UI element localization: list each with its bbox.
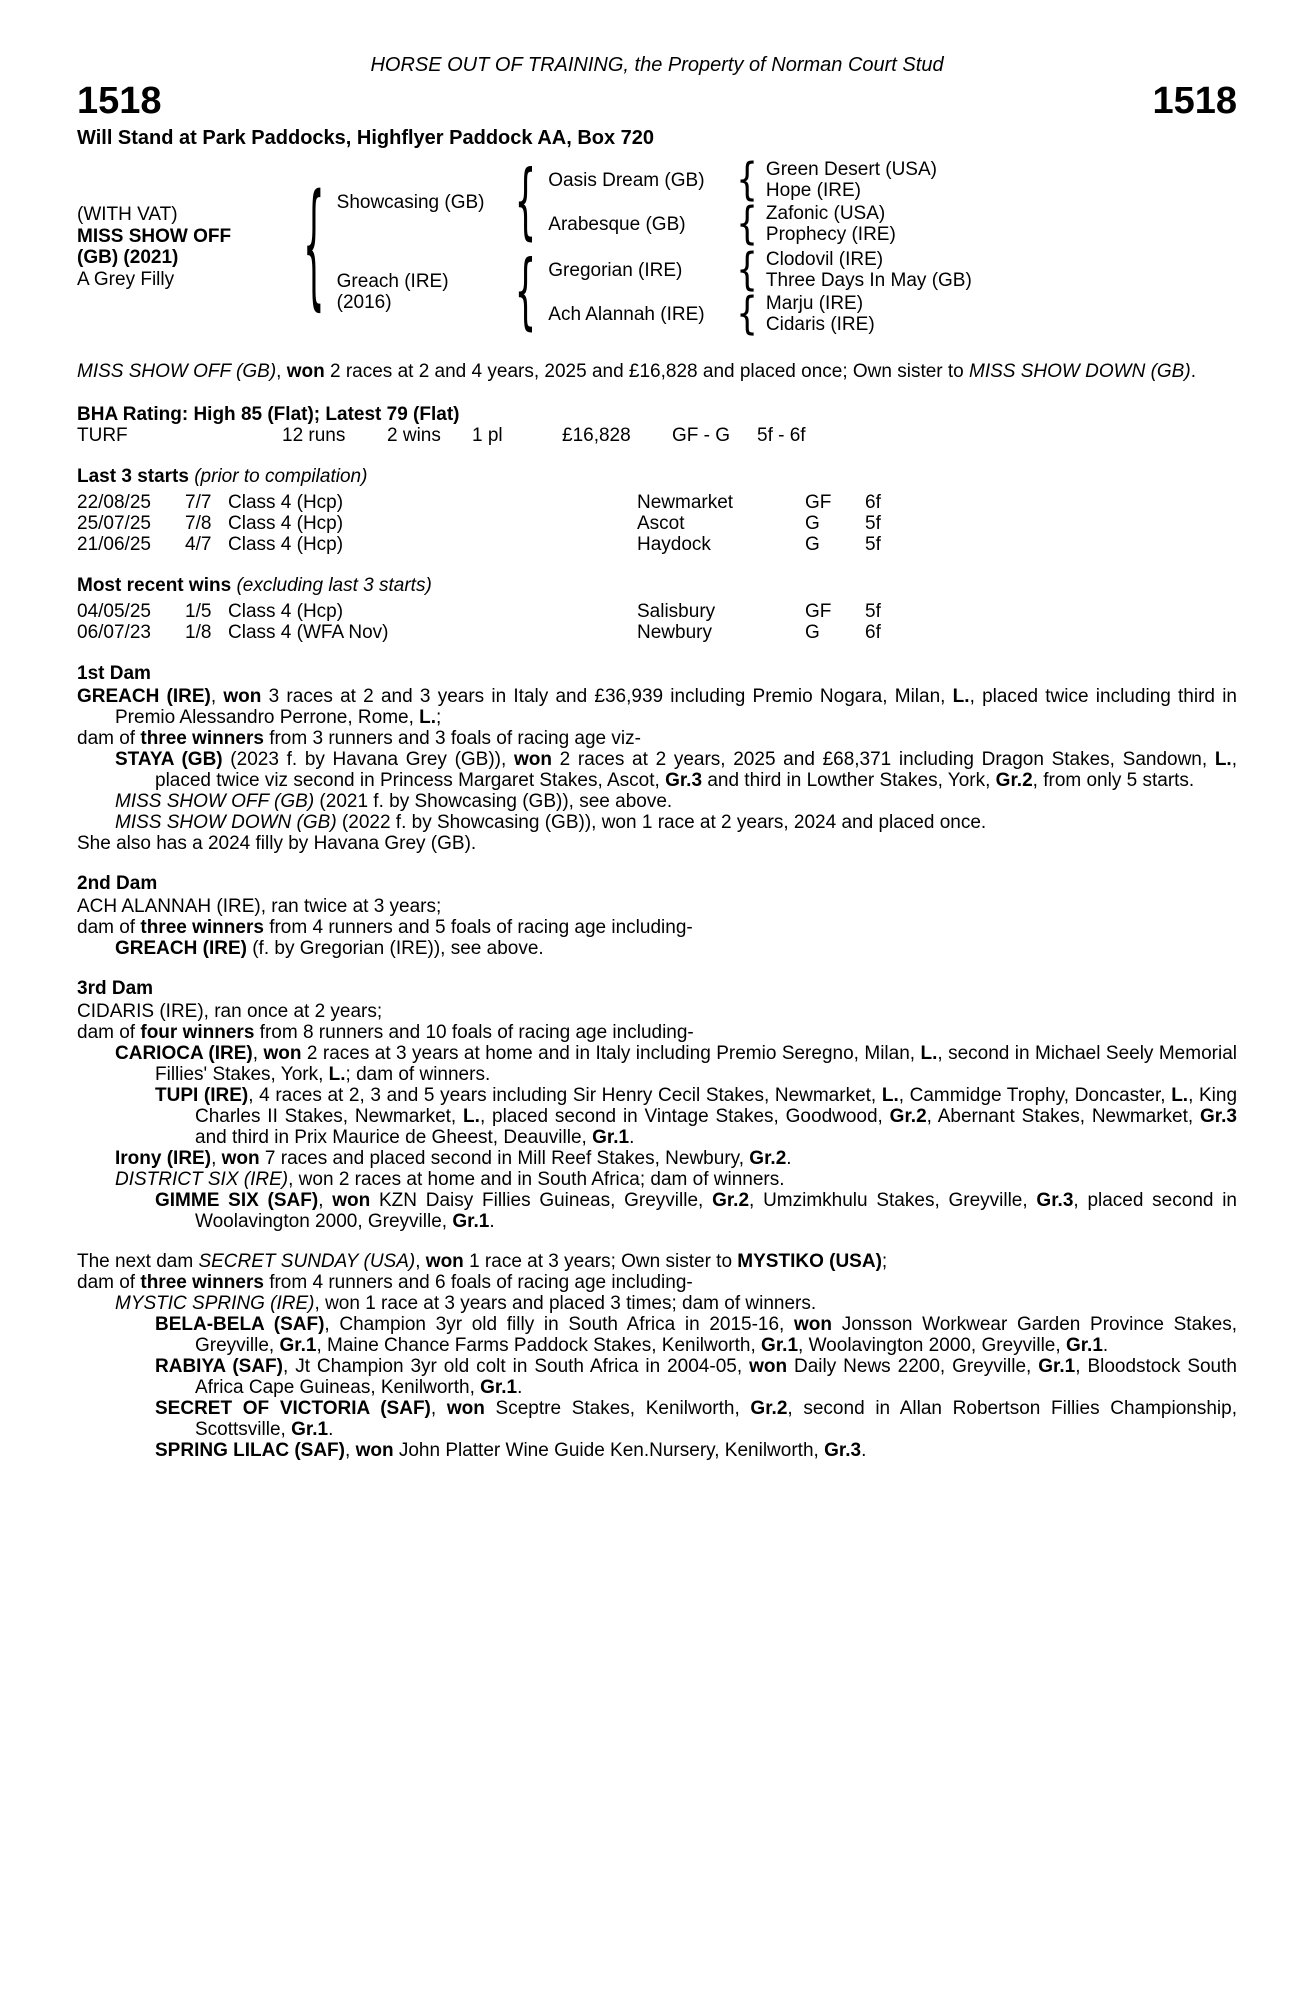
race-going: G [805,513,820,534]
pedigree-paragraph: STAYA (GB) (2023 f. by Havana Grey (GB)), won 2 races at 2 years, 2025 and £68,371 including Dragon Stakes, Sandown, L., placed twice viz second in Princess Margaret Stakes, Ascot, Gr.3 and third in Lowther Stakes, York, Gr.2, from only 5 starts. [115,749,1237,791]
outer-brace: { [303,167,325,327]
grandsire-name: Oasis Dream (GB) [548,169,705,191]
pedigree-paragraph: BELA-BELA (SAF), Champion 3yr old filly in South Africa in 2015-16, won Jonsson Workwear Garden Province Stakes, Greyville, Gr.1, Maine Chance Farms Paddock Stakes, Kenilworth, Gr.1, Woolavington 2000, Greyville, Gr.1. [155,1314,1237,1356]
pedigree-paragraph: GREACH (IRE) (f. by Gregorian (IRE)), see above. [115,938,544,959]
pedigree-paragraph: DISTRICT SIX (IRE), won 2 races at home and in South Africa; dam of winners. [115,1169,785,1190]
surface-label: TURF [77,425,128,446]
great-granddam-name: Cidaris (IRE) [765,314,875,335]
small-brace: { [736,154,758,206]
dam-sections [77,663,1237,1461]
race-distance: 5f [865,513,881,534]
rating-block [77,404,1237,446]
race-row [77,513,1237,534]
places-count: 1 pl [472,425,503,446]
last-3-starts-block [77,466,1237,555]
pedigree-paragraph: She also has a 2024 filly by Havana Grey (GB). [77,833,477,854]
section-heading: 1st Dam [77,663,151,684]
page-header-line: HORSE OUT OF TRAINING, the Property of Norman Court Stud [370,54,944,76]
race-class: Class 4 (WFA Nov) [228,622,389,643]
horse-description: A Grey Filly [77,268,175,290]
race-going: G [805,622,820,643]
pedigree-paragraph: RABIYA (SAF), Jt Champion 3yr old colt in South Africa in 2004-05, won Daily News 2200, Greyville, Gr.1, Bloodstock South Africa Cape Guineas, Kenilworth, Gr.1. [155,1356,1237,1398]
dam-brace: { [514,243,537,341]
pedigree-paragraph: GIMME SIX (SAF), won KZN Daisy Fillies Guineas, Greyville, Gr.2, Umzimkhulu Stakes, Greyville, Gr.3, placed second in Woolavington 2000, Greyville, Gr.1. [155,1190,1237,1232]
dam-section [77,1251,1237,1461]
race-course: Haydock [637,534,711,555]
block-subtitle: (prior to compilation) [194,466,368,487]
race-date: 04/05/25 [77,601,151,622]
pedigree-paragraph: MYSTIC SPRING (IRE), won 1 race at 3 years and placed 3 times; dam of winners. [115,1293,817,1314]
race-distance: 5f [865,534,881,555]
great-grandsire-name: Zafonic (USA) [765,203,886,224]
dam-section [77,663,1237,854]
great-grandsire-name: Marju (IRE) [765,293,864,314]
small-brace: { [736,244,758,296]
race-going: G [805,534,820,555]
horse-summary: MISS SHOW OFF (GB), won 2 races at 2 and 4 years, 2025 and £16,828 and placed once; Own sister to MISS SHOW DOWN (GB). [77,361,1196,382]
pedigree-paragraph: GREACH (IRE), won 3 races at 2 and 3 years in Italy and £36,939 including Premio Nogara, Milan, L., placed twice including third in Premio Alessandro Perrone, Rome, L.; [77,686,1237,728]
great-granddam-name: Three Days In May (GB) [765,270,972,291]
pedigree-paragraph: MISS SHOW DOWN (GB) (2022 f. by Showcasing (GB)), won 1 race at 2 years, 2024 and placed once. [115,812,987,833]
race-date: 22/08/25 [77,492,151,513]
small-brace: { [736,288,758,340]
race-date: 21/06/25 [77,534,151,555]
race-going: GF [805,492,832,513]
damsire-group [536,244,972,296]
pedigree-paragraph: dam of three winners from 3 runners and 3 foals of racing age viz- [77,728,641,749]
small-brace: { [736,198,758,250]
section-heading: 2nd Dam [77,873,158,894]
race-class: Class 4 (Hcp) [228,601,344,622]
race-record-summary [77,425,1237,446]
race-distance: 6f [865,622,881,643]
second-dam-name: Ach Alannah (IRE) [548,303,705,325]
race-position: 7/7 [185,492,212,513]
race-course: Ascot [637,513,685,534]
sire-brace: { [514,153,537,251]
most-recent-wins-block [77,575,1237,643]
sire-name: Showcasing (GB) [336,191,485,213]
damsire-name: Gregorian (IRE) [548,259,683,281]
horse-name: MISS SHOW OFF [77,225,232,247]
race-class: Class 4 (Hcp) [228,492,344,513]
wins-count: 2 wins [387,425,441,446]
race-row [77,622,1237,643]
great-grandsire-name: Green Desert (USA) [765,159,937,180]
race-position: 1/5 [185,601,212,622]
race-row [77,492,1237,513]
lot-number-row [77,80,1237,122]
stand-location: Will Stand at Park Paddocks, Highflyer Paddock AA, Box 720 [77,127,655,149]
block-title: Last 3 starts [77,466,189,487]
horse-suffix: (GB) (2021) [77,247,179,268]
pedigree-paragraph: CIDARIS (IRE), ran once at 2 years; [77,1001,383,1022]
distance-range: 5f - 6f [757,425,806,446]
pedigree-paragraph: dam of three winners from 4 runners and 6 foals of racing age including- [77,1272,693,1293]
lot-number-right: 1518 [1152,80,1237,122]
section-heading: 3rd Dam [77,978,154,999]
last-3-starts-title [77,466,1237,487]
race-date: 06/07/23 [77,622,151,643]
race-going: GF [805,601,832,622]
grandsire-group [536,154,937,206]
granddam-name: Arabesque (GB) [548,213,686,235]
great-grandsire-name: Clodovil (IRE) [765,249,884,270]
race-position: 7/8 [185,513,212,534]
race-position: 4/7 [185,534,212,555]
race-class: Class 4 (Hcp) [228,534,344,555]
race-course: Newbury [637,622,712,643]
pedigree-paragraph: Irony (IRE), won 7 races and placed second in Mill Reef Stakes, Newbury, Gr.2. [115,1148,792,1169]
race-distance: 6f [865,492,881,513]
pedigree-table [77,153,1237,341]
bha-rating: BHA Rating: High 85 (Flat); Latest 79 (Flat) [77,404,460,425]
pedigree-paragraph: SPRING LILAC (SAF), won John Platter Wine Guide Ken.Nursery, Kenilworth, Gr.3. [155,1440,867,1461]
pedigree-paragraph: ACH ALANNAH (IRE), ran twice at 3 years; [77,896,442,917]
sire-branch [325,153,972,251]
dam-section [77,978,1237,1232]
dam-year: (2016) [336,292,392,313]
horse-identity [77,204,303,290]
race-date: 25/07/25 [77,513,151,534]
dam-branch [325,243,972,341]
race-row [77,534,1237,555]
going-range: GF - G [672,425,731,446]
dam-name-block [337,271,515,313]
race-course: Salisbury [637,601,716,622]
pedigree-paragraph: MISS SHOW OFF (GB) (2021 f. by Showcasing (GB)), see above. [115,791,673,812]
pedigree-paragraph: SECRET OF VICTORIA (SAF), won Sceptre Stakes, Kenilworth, Gr.2, second in Allan Robertson Fillies Championship, Scottsville, Gr.1. [155,1398,1237,1440]
block-title: Most recent wins [77,575,232,596]
lot-number-left: 1518 [77,80,162,122]
race-distance: 5f [865,601,881,622]
great-granddam-name: Hope (IRE) [765,180,861,201]
race-class: Class 4 (Hcp) [228,513,344,534]
great-granddam-name: Prophecy (IRE) [765,224,896,245]
granddam-group [536,198,937,250]
race-course: Newmarket [637,492,734,513]
most-recent-wins-title [77,575,1237,596]
pedigree-paragraph: dam of three winners from 4 runners and 5 foals of racing age including- [77,917,693,938]
earnings: £16,828 [562,425,631,446]
vat-note: (WITH VAT) [77,204,178,225]
race-position: 1/8 [185,622,212,643]
block-subtitle: (excluding last 3 starts) [236,575,432,596]
dam-section [77,873,1237,959]
pedigree-paragraph: TUPI (IRE), 4 races at 2, 3 and 5 years including Sir Henry Cecil Stakes, Newmarket, L., Cammidge Trophy, Doncaster, L., King Charles II Stakes, Newmarket, L., placed second in Vintage Stakes, Goodwood, Gr.2, Abernant Stakes, Newmarket, Gr.3 and third in Prix Maurice de Gheest, Deauville, Gr.1. [155,1085,1238,1148]
pedigree-paragraph: CARIOCA (IRE), won 2 races at 3 years at home and in Italy including Premio Seregno, Milan, L., second in Michael Seely Memorial Fillies' Stakes, York, L.; dam of winners. [115,1043,1237,1085]
second-dam-group [536,288,972,340]
dam-name: Greach (IRE) [336,271,449,292]
runs-count: 12 runs [282,425,346,446]
pedigree-tree [325,153,972,341]
pedigree-paragraph: dam of four winners from 8 runners and 10 foals of racing age including- [77,1022,694,1043]
race-row [77,601,1237,622]
pedigree-paragraph: The next dam SECRET SUNDAY (USA), won 1 race at 3 years; Own sister to MYSTIKO (USA); [77,1251,888,1272]
